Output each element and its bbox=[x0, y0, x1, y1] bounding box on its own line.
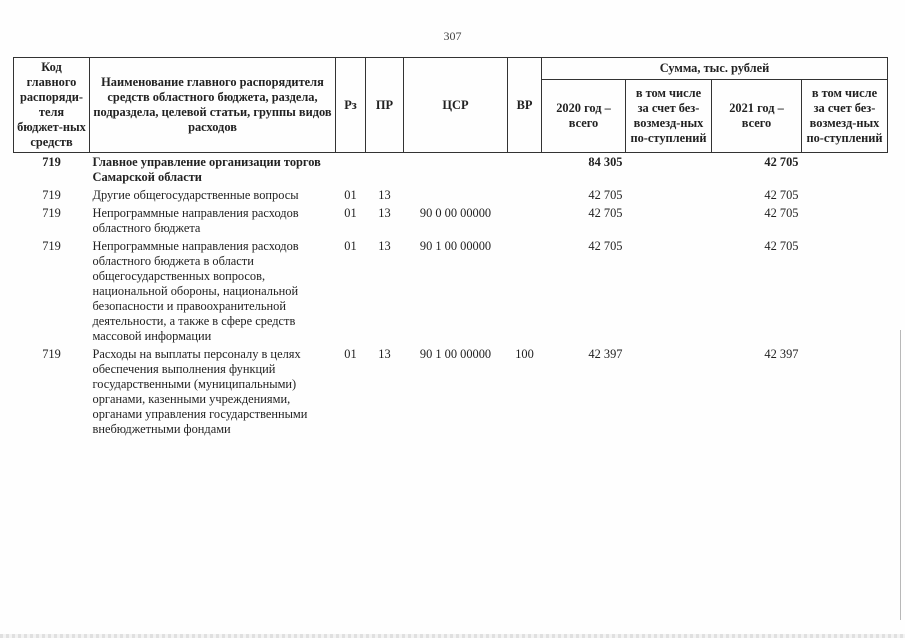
cell-pr: 13 bbox=[378, 188, 391, 202]
cell-2021-free bbox=[802, 344, 888, 437]
cell-2021-free bbox=[802, 203, 888, 236]
cell-code: 719 bbox=[42, 206, 61, 220]
page-number: 307 bbox=[443, 29, 462, 43]
header-csr: ЦСР bbox=[404, 58, 508, 153]
cell-csr: 90 0 00 00000 bbox=[419, 206, 492, 220]
header-2021-total: 2021 год – всего bbox=[712, 80, 802, 153]
cell-pr bbox=[366, 153, 404, 186]
header-sum-group: Сумма, тыс. рублей bbox=[542, 58, 888, 80]
cell-csr bbox=[404, 153, 508, 186]
header-code: Код главного распоряди-теля бюджет-ных средств bbox=[14, 58, 90, 153]
cell-code: 719 bbox=[42, 188, 61, 202]
header-vr: ВР bbox=[508, 58, 542, 153]
cell-2020-free bbox=[626, 153, 712, 186]
table-row bbox=[14, 153, 888, 186]
cell-vr bbox=[508, 203, 542, 236]
cell-2021-total: 42 705 bbox=[764, 239, 799, 253]
table-row bbox=[14, 203, 888, 236]
header-2020-free: в том числе за счет без-возмезд-ных по-ступлений bbox=[626, 80, 712, 153]
cell-code: 719 bbox=[42, 347, 61, 361]
header-pr: ПР bbox=[366, 58, 404, 153]
cell-2020-free bbox=[626, 344, 712, 437]
cell-code: 719 bbox=[42, 155, 61, 169]
scan-edge bbox=[0, 634, 905, 638]
cell-2021-free bbox=[802, 236, 888, 344]
cell-code: 719 bbox=[42, 239, 61, 253]
table-row bbox=[14, 236, 888, 344]
cell-rz: 01 bbox=[344, 188, 357, 202]
budget-table bbox=[13, 57, 888, 437]
cell-2020-free bbox=[626, 185, 712, 203]
cell-2021-total: 42 397 bbox=[764, 347, 799, 361]
header-2020-total: 2020 год – всего bbox=[542, 80, 626, 153]
cell-vr bbox=[508, 153, 542, 186]
header-row-1 bbox=[14, 58, 888, 80]
cell-name: Непрограммные направления расходов областного бюджета bbox=[92, 206, 299, 235]
cell-2020-free bbox=[626, 236, 712, 344]
table-row bbox=[14, 185, 888, 203]
cell-name: Непрограммные направления расходов областного бюджета в области общегосударственных вопросов, национальной обороны, национальной безопасности и правоохранительной деятельности, а также в сфере средств массовой информации bbox=[92, 239, 299, 343]
cell-2021-total: 42 705 bbox=[764, 206, 799, 220]
cell-pr: 13 bbox=[378, 206, 391, 220]
cell-2021-free bbox=[802, 153, 888, 186]
cell-vr bbox=[508, 236, 542, 344]
cell-csr: 90 1 00 00000 bbox=[419, 239, 492, 253]
header-2021-free: в том числе за счет без-возмезд-ных по-ступлений bbox=[802, 80, 888, 153]
cell-rz: 01 bbox=[344, 206, 357, 220]
cell-2020-free bbox=[626, 203, 712, 236]
cell-2021-free bbox=[802, 185, 888, 203]
header-name: Наименование главного распорядителя средств областного бюджета, раздела, подраздела, целевой статьи, группы видов расходов bbox=[90, 58, 336, 153]
cell-2020-total: 84 305 bbox=[588, 155, 623, 169]
cell-rz bbox=[336, 153, 366, 186]
cell-csr: 90 1 00 00000 bbox=[419, 347, 492, 361]
cell-pr: 13 bbox=[378, 239, 391, 253]
cell-vr bbox=[508, 185, 542, 203]
cell-pr: 13 bbox=[378, 347, 391, 361]
cell-vr: 100 bbox=[515, 347, 534, 361]
cell-name: Другие общегосударственные вопросы bbox=[92, 188, 299, 202]
table-row bbox=[14, 344, 888, 437]
cell-name: Главное управление организации торгов Самарской области bbox=[92, 155, 321, 184]
cell-2020-total: 42 397 bbox=[588, 347, 623, 361]
cell-rz: 01 bbox=[344, 239, 357, 253]
cell-2020-total: 42 705 bbox=[588, 206, 623, 220]
cell-name: Расходы на выплаты персоналу в целях обеспечения выполнения функций государственными (муниципальными) органами, казенными учреждениями, органами управления государственными внебюджетными фондами bbox=[92, 347, 308, 436]
cell-2021-total: 42 705 bbox=[764, 188, 799, 202]
cell-csr bbox=[404, 185, 508, 203]
header-rz: Рз bbox=[336, 58, 366, 153]
cell-2021-total: 42 705 bbox=[764, 155, 799, 169]
scan-edge bbox=[900, 330, 901, 620]
cell-rz: 01 bbox=[344, 347, 357, 361]
cell-2020-total: 42 705 bbox=[588, 239, 623, 253]
cell-2020-total: 42 705 bbox=[588, 188, 623, 202]
